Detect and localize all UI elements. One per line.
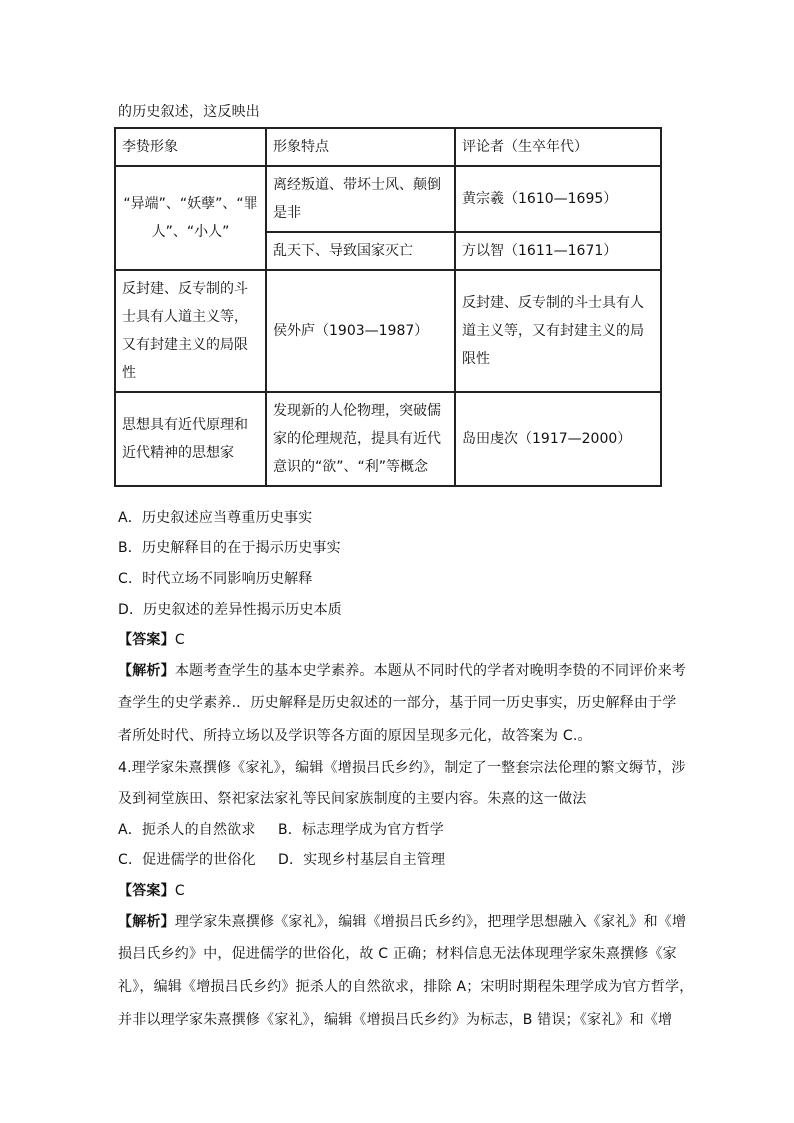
q3-analysis-line-1 bbox=[118, 661, 686, 681]
answer-value: C bbox=[174, 632, 185, 648]
q4-options-row-2 bbox=[118, 850, 445, 870]
cell-critic: 方以智（1611—1671） bbox=[455, 232, 661, 270]
cell-critic: 反封建、反专制的斗士具有人道主义等，又有封建主义的局限性 bbox=[455, 270, 661, 392]
cell-trait: 离经叛道、带坏士风、颠倒是非 bbox=[266, 166, 455, 232]
q3-option-a: A．历史叙述应当尊重历史事实 bbox=[118, 510, 313, 526]
analysis-label: 【解析】 bbox=[118, 914, 175, 930]
q4-answer bbox=[118, 881, 185, 901]
table-row bbox=[115, 270, 661, 392]
q4-stem-line-2: 及到祠堂族田、祭祀家法家礼等民间家族制度的主要内容。朱熹的这一做法 bbox=[118, 791, 587, 807]
q4-analysis-line-2: 损吕氏乡约》中，促进儒学的世俗化，故 C 正确；材料信息无法体现理学家朱熹撰修《家 bbox=[118, 946, 677, 962]
table-row bbox=[115, 166, 661, 232]
table-header-row bbox=[115, 128, 661, 166]
q4-analysis-line-1 bbox=[118, 912, 686, 932]
q3-analysis-line-3: 者所处时代、所持立场以及学识等各方面的原因呈现多元化，故答案为 C.。 bbox=[118, 728, 592, 744]
comparison-table bbox=[114, 127, 662, 487]
header-image: 李贽形象 bbox=[115, 128, 266, 166]
header-trait: 形象特点 bbox=[266, 128, 455, 166]
analysis-text: 本题考查学生的基本史学素养。本题从不同时代的学者对晚明李贽的不同评价来考 bbox=[174, 663, 687, 679]
q4-options-row-1 bbox=[118, 820, 444, 840]
answer-value: C bbox=[174, 883, 185, 899]
q3-option-b: B．历史解释目的在于揭示历史事实 bbox=[118, 540, 341, 556]
cell-trait: 发现新的人伦物理，突破儒家的伦理规范，提具有近代意识的“欲”、“利”等概念 bbox=[266, 392, 455, 486]
cell-trait: 侯外庐（1903—1987） bbox=[266, 270, 455, 392]
q4-analysis-line-3: 礼》，编辑《增损吕氏乡约》扼杀人的自然欲求，排除 A；宋明时期程朱理学成为官方哲学， bbox=[118, 979, 694, 995]
table-row bbox=[115, 392, 661, 486]
cell-critic: 黄宗羲（1610—1695） bbox=[455, 166, 661, 232]
q4-option-d: D．实现乡村基层自主管理 bbox=[278, 852, 446, 868]
q3-answer bbox=[118, 630, 185, 650]
q3-option-d: D．历史叙述的差异性揭示历史本质 bbox=[118, 602, 342, 618]
q3-analysis-line-2: 查学生的史学素养.．历史解释是历史叙述的一部分，基于同一历史事实，历史解释由于学 bbox=[118, 695, 677, 711]
answer-label: 【答案】 bbox=[118, 632, 175, 648]
analysis-label: 【解析】 bbox=[118, 663, 175, 679]
q4-option-c: C．促进儒学的世俗化 bbox=[118, 852, 256, 868]
q3-option-c: C．时代立场不同影响历史解释 bbox=[118, 571, 313, 587]
cell-critic: 岛田虔次（1917—2000） bbox=[455, 392, 661, 486]
intro-text: 的历史叙述，这反映出 bbox=[118, 104, 260, 120]
q4-option-a: A．扼杀人的自然欲求 bbox=[118, 822, 256, 838]
cell-image-fighter: 反封建、反专制的斗士具有人道主义等，又有封建主义的局限性 bbox=[115, 270, 266, 392]
analysis-text: 理学家朱熹撰修《家礼》，编辑《增损吕氏乡约》，把理学思想融入《家礼》和《增 bbox=[174, 914, 687, 930]
header-critic: 评论者（生卒年代） bbox=[455, 128, 661, 166]
cell-trait: 乱天下、导致国家灭亡 bbox=[266, 232, 455, 270]
cell-image-thinker: 思想具有近代原理和近代精神的思想家 bbox=[115, 392, 266, 486]
cell-image-heretic: “异端”、“妖孽”、“罪人”、“小人” bbox=[115, 166, 266, 270]
answer-label: 【答案】 bbox=[118, 883, 175, 899]
q4-option-b: B．标志理学成为官方哲学 bbox=[278, 822, 445, 838]
q4-stem-line-1: 4.理学家朱熹撰修《家礼》，编辑《增损吕氏乡约》，制定了一整套宗法伦理的繁文缛节，涉 bbox=[118, 760, 686, 776]
q4-analysis-line-4: 并非以理学家朱熹撰修《家礼》，编辑《增损吕氏乡约》为标志，B 错误；《家礼》和《增 bbox=[118, 1012, 673, 1028]
